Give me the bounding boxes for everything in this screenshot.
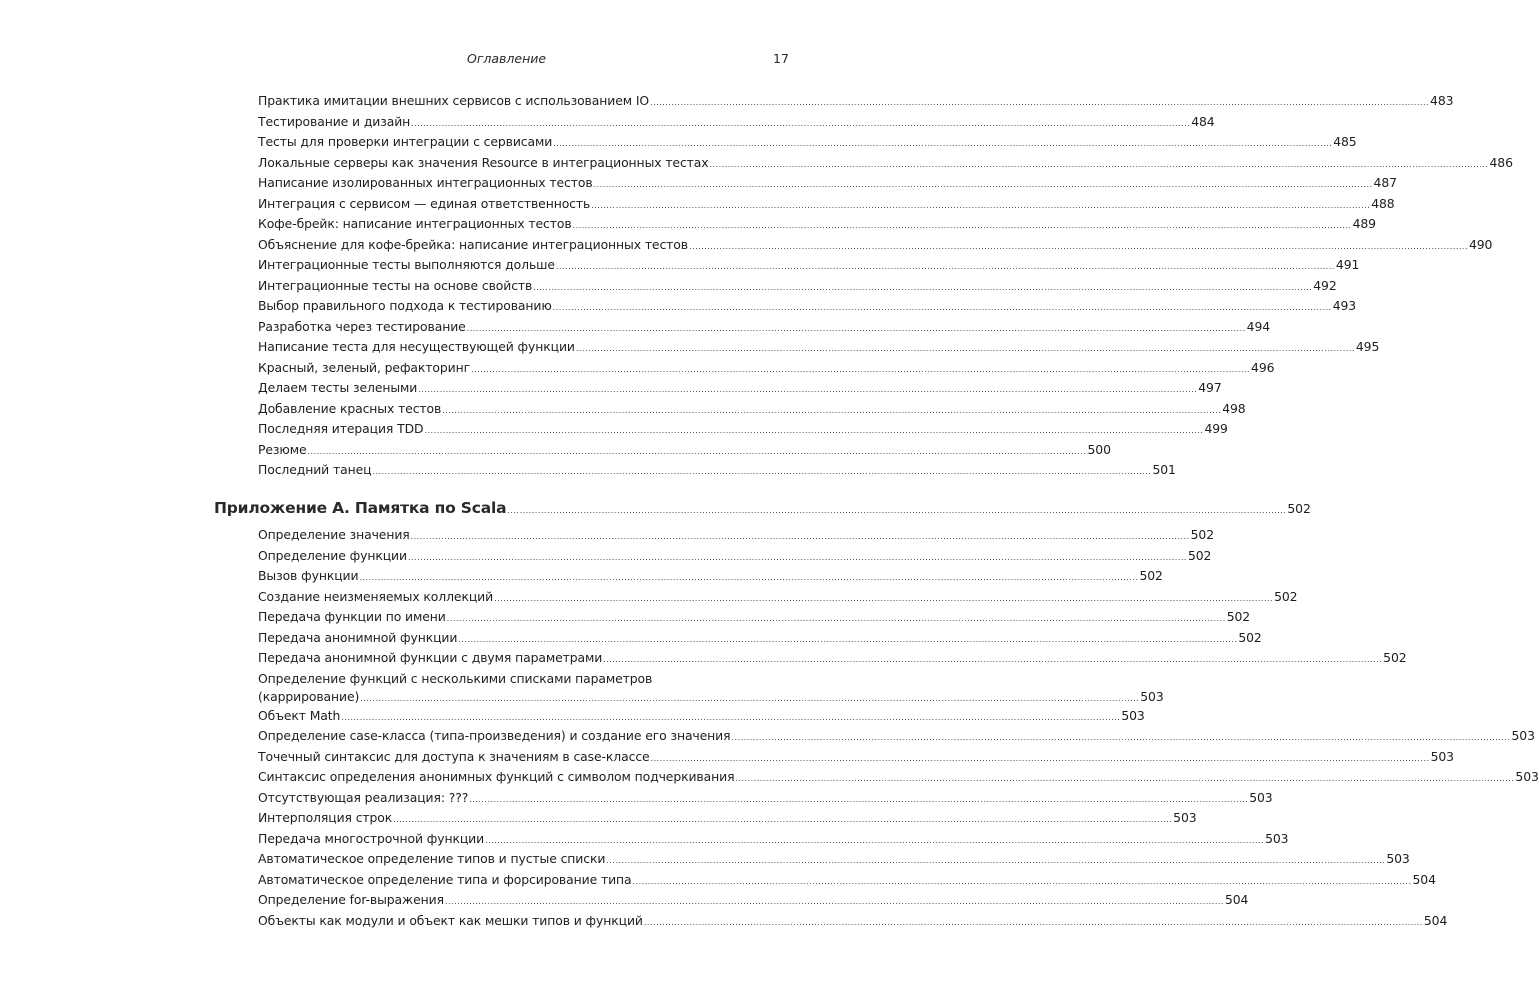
toc-entry[interactable] bbox=[258, 588, 1298, 606]
toc-entry-page: 500 bbox=[1087, 441, 1111, 457]
toc-entry-page: 495 bbox=[1355, 339, 1380, 354]
toc-entry-title: Отсутствующая реализация: ??? bbox=[258, 789, 469, 805]
toc-entry-title: Добавление красных тестов bbox=[258, 400, 442, 416]
toc-entry-title: Разработка через тестирование bbox=[258, 318, 466, 334]
toc-entry-title: Передача анонимной функции bbox=[258, 629, 458, 645]
toc-entry[interactable] bbox=[258, 850, 1410, 868]
toc-entry-page: 503 bbox=[1515, 769, 1539, 784]
toc-entry[interactable] bbox=[258, 379, 1222, 397]
dot-leader bbox=[359, 569, 1138, 587]
toc-entry[interactable] bbox=[258, 789, 1273, 807]
toc-entry-page: 503 bbox=[1249, 789, 1273, 805]
toc-entry-title: Приложение А. Памятка по Scala bbox=[214, 499, 507, 517]
dot-leader bbox=[418, 381, 1197, 399]
toc-entry-page: 487 bbox=[1373, 175, 1397, 190]
toc-entry-page: 502 bbox=[1383, 650, 1407, 665]
toc-entry-title: Интеграционные тесты на основе свойств bbox=[258, 277, 533, 293]
toc-entry-title: Объект Math bbox=[258, 707, 341, 723]
dot-leader bbox=[732, 729, 1511, 747]
toc-entry-page: 504 bbox=[1224, 892, 1249, 907]
toc-entry-page: 488 bbox=[1371, 195, 1395, 211]
toc-entry-page: 491 bbox=[1335, 257, 1360, 272]
toc-entry-page: 503 bbox=[1511, 728, 1535, 743]
toc-entry[interactable] bbox=[258, 441, 1111, 459]
toc-entry-title: Красный, зеленый, рефакторинг bbox=[258, 359, 471, 375]
toc-entry[interactable] bbox=[258, 567, 1163, 585]
dot-leader bbox=[594, 176, 1373, 194]
dot-leader bbox=[408, 549, 1187, 567]
dot-leader bbox=[494, 590, 1273, 608]
toc-entry-page: 502 bbox=[1190, 527, 1214, 542]
toc-entry[interactable] bbox=[258, 649, 1407, 667]
toc-entry-page: 485 bbox=[1333, 134, 1357, 149]
toc-entry-page: 502 bbox=[1238, 629, 1262, 645]
toc-entry-title: Вызов функции bbox=[258, 568, 359, 583]
toc-entry-page: 502 bbox=[1287, 501, 1311, 516]
toc-entry-page: 503 bbox=[1173, 810, 1197, 825]
toc-entry[interactable] bbox=[258, 277, 1337, 295]
toc-entry-title: Интеграционные тесты выполняются дольше bbox=[258, 257, 555, 272]
toc-entry-title: Объекты как модули и объект как мешки типов и функций bbox=[258, 912, 643, 928]
toc-entry-page: 502 bbox=[1139, 568, 1163, 583]
toc-entry-title: Синтаксис определения анонимных функций с символом подчеркивания bbox=[258, 769, 735, 784]
dot-leader bbox=[471, 361, 1250, 379]
toc-entry-page: 502 bbox=[1274, 588, 1298, 604]
dot-leader bbox=[458, 631, 1237, 649]
toc-entry-page: 497 bbox=[1198, 380, 1222, 395]
toc-entry-title: Последний танец bbox=[258, 462, 372, 477]
dot-leader bbox=[576, 340, 1355, 358]
page-number: 17 bbox=[773, 51, 789, 66]
toc-entry-page: 490 bbox=[1468, 236, 1493, 252]
toc-entry[interactable] bbox=[258, 359, 1275, 377]
toc-entry-title-line1[interactable]: Определение функций с несколькими списками параметров bbox=[258, 670, 653, 686]
dot-leader bbox=[360, 690, 1139, 708]
toc-entry-page: 501 bbox=[1152, 462, 1176, 477]
dot-leader bbox=[447, 610, 1226, 628]
toc-entry[interactable] bbox=[258, 113, 1215, 131]
dot-leader bbox=[735, 770, 1514, 788]
dot-leader bbox=[710, 156, 1489, 174]
toc-entry[interactable] bbox=[258, 92, 1454, 110]
toc-entry-title: Автоматическое определение типов и пустые списки bbox=[258, 851, 606, 866]
toc-entry-title: Тестирование и дизайн bbox=[258, 113, 411, 129]
toc-entry[interactable] bbox=[258, 133, 1357, 151]
toc-entry-title: Кофе-брейк: написание интеграционных тестов bbox=[258, 216, 572, 231]
dot-leader bbox=[651, 750, 1430, 768]
toc-entry[interactable] bbox=[258, 461, 1176, 479]
toc-entry[interactable] bbox=[258, 912, 1448, 930]
dot-leader bbox=[689, 238, 1468, 256]
toc-entry[interactable] bbox=[258, 727, 1535, 745]
toc-entry-title: Определение функции bbox=[258, 547, 407, 563]
toc-entry[interactable] bbox=[258, 526, 1214, 544]
toc-entry-page: 503 bbox=[1386, 851, 1410, 866]
dot-leader bbox=[372, 463, 1151, 481]
toc-entry[interactable] bbox=[258, 608, 1251, 626]
dot-leader bbox=[308, 443, 1087, 461]
toc-entry[interactable] bbox=[258, 768, 1539, 786]
toc-entry-title: Автоматическое определение типа и форсирование типа bbox=[258, 871, 632, 887]
toc-entry-title: Последняя итерация TDD bbox=[258, 421, 424, 436]
toc-entry-page: 503 bbox=[1265, 830, 1289, 846]
toc-entry-title: Передача анонимной функции с двумя параметрами bbox=[258, 650, 603, 665]
toc-entry[interactable] bbox=[258, 154, 1513, 172]
dot-leader bbox=[573, 217, 1352, 235]
toc-entry-page: 503 bbox=[1121, 707, 1145, 723]
toc-entry-page: 484 bbox=[1191, 113, 1215, 129]
toc-entry-page: 498 bbox=[1222, 400, 1246, 416]
dot-leader bbox=[445, 893, 1224, 911]
toc-entry-title: Практика имитации внешних сервисов с использованием IO bbox=[258, 93, 650, 108]
dot-leader bbox=[341, 709, 1120, 727]
toc-entry-title: Делаем тесты зелеными bbox=[258, 380, 418, 395]
toc-entry[interactable] bbox=[258, 236, 1493, 254]
toc-entry[interactable] bbox=[258, 297, 1357, 315]
toc-entry-title: Тесты для проверки интеграции с сервисами bbox=[258, 134, 553, 149]
toc-entry-title: Объяснение для кофе-брейка: написание интеграционных тестов bbox=[258, 236, 688, 252]
toc-entry[interactable] bbox=[258, 629, 1262, 647]
toc-entry-page: 503 bbox=[1430, 748, 1454, 764]
toc-entry-page: 504 bbox=[1412, 871, 1436, 887]
toc-entry-title: Интерполяция строк bbox=[258, 810, 393, 825]
toc-entry-title: Определение значения bbox=[258, 527, 410, 542]
toc-entry-page: 504 bbox=[1423, 912, 1448, 928]
dot-leader bbox=[553, 135, 1332, 153]
toc-entry-page: 483 bbox=[1430, 93, 1454, 108]
toc-entry[interactable] bbox=[258, 748, 1454, 766]
toc-entry-page: 499 bbox=[1204, 421, 1228, 436]
toc-entry[interactable] bbox=[258, 809, 1197, 827]
dot-leader bbox=[553, 299, 1332, 317]
toc-entry-page: 494 bbox=[1246, 318, 1271, 334]
toc-entry-title: Определение case-класса (типа-произведения) и создание его значения bbox=[258, 728, 731, 743]
toc-entry-title: Определение for-выражения bbox=[258, 892, 444, 907]
toc-entry[interactable] bbox=[258, 420, 1228, 438]
toc-entry[interactable] bbox=[258, 338, 1380, 356]
dot-leader bbox=[424, 422, 1203, 440]
toc-entry[interactable] bbox=[258, 195, 1395, 213]
toc-entry-page: 489 bbox=[1352, 216, 1376, 231]
dot-leader bbox=[507, 500, 1286, 522]
toc-chapter-heading[interactable] bbox=[214, 497, 1311, 519]
toc-entry-title: Написание теста для несуществующей функции bbox=[258, 339, 575, 354]
dot-leader bbox=[393, 811, 1172, 829]
toc-entry[interactable] bbox=[258, 256, 1360, 274]
toc-entry[interactable] bbox=[258, 318, 1271, 336]
toc-entry[interactable] bbox=[258, 688, 1164, 706]
toc-entry-title: Выбор правильного подхода к тестированию bbox=[258, 298, 552, 313]
toc-entry-page: 486 bbox=[1489, 154, 1513, 170]
toc-entry[interactable] bbox=[258, 830, 1289, 848]
toc-entry-page: 502 bbox=[1226, 609, 1251, 624]
dot-leader bbox=[469, 791, 1248, 809]
toc-entry-page: 502 bbox=[1187, 547, 1212, 563]
dot-leader bbox=[485, 832, 1264, 850]
dot-leader bbox=[411, 115, 1190, 133]
running-header-title: Оглавление bbox=[467, 51, 547, 66]
toc-entry-title: Локальные серверы как значения Resource в интеграционных тестах bbox=[258, 154, 709, 170]
toc-entry[interactable] bbox=[258, 215, 1376, 233]
toc-entry-title: Создание неизменяемых коллекций bbox=[258, 588, 494, 604]
toc-entry-title: Передача многострочной функции bbox=[258, 830, 485, 846]
toc-entry-title: Интеграция с сервисом — единая ответственность bbox=[258, 195, 591, 211]
toc-entry[interactable] bbox=[258, 547, 1212, 565]
dot-leader bbox=[467, 320, 1246, 338]
dot-leader bbox=[556, 258, 1335, 276]
dot-leader bbox=[644, 914, 1423, 932]
toc-entry-title-line2: (каррирование) bbox=[258, 689, 360, 704]
dot-leader bbox=[442, 402, 1221, 420]
toc-entry-page: 496 bbox=[1251, 359, 1275, 375]
toc-entry[interactable] bbox=[258, 707, 1145, 725]
toc-entry[interactable] bbox=[258, 174, 1397, 192]
dot-leader bbox=[606, 852, 1385, 870]
toc-entry-page: 503 bbox=[1140, 689, 1164, 704]
toc-entry-title: Передача функции по имени bbox=[258, 609, 446, 624]
dot-leader bbox=[650, 94, 1429, 112]
dot-leader bbox=[591, 197, 1370, 215]
toc-entry-title: Резюме bbox=[258, 441, 307, 457]
toc-entry-title: Написание изолированных интеграционных тестов bbox=[258, 175, 593, 190]
toc-entry-title: Точечный синтаксис для доступа к значениям в case-классе bbox=[258, 748, 650, 764]
toc-entry-page: 492 bbox=[1313, 277, 1337, 293]
toc-entry[interactable] bbox=[258, 400, 1246, 418]
toc-entry[interactable] bbox=[258, 891, 1249, 909]
dot-leader bbox=[533, 279, 1312, 297]
dot-leader bbox=[633, 873, 1412, 891]
toc-entry-page: 493 bbox=[1332, 298, 1357, 313]
toc-entry[interactable] bbox=[258, 871, 1436, 889]
dot-leader bbox=[603, 651, 1382, 669]
dot-leader bbox=[411, 528, 1190, 546]
